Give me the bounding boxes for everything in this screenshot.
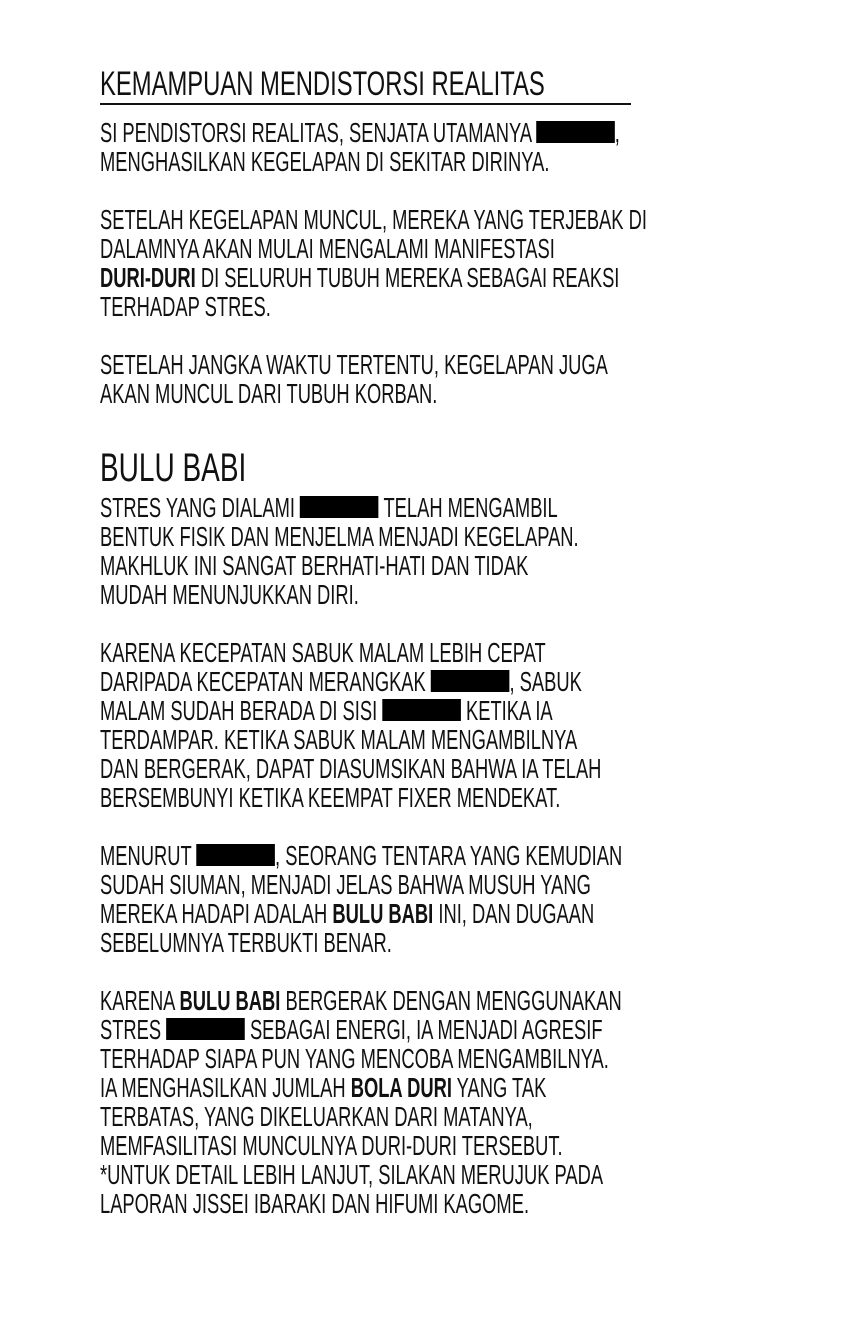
text-segment: SUDAH SIUMAN, MENJADI JELAS BAHWA MUSUH YANG xyxy=(100,869,591,900)
text-segment: MENGHASILKAN KEGELAPAN DI SEKITAR DIRINYA. xyxy=(100,146,550,177)
text-line xyxy=(100,898,595,929)
text-line xyxy=(100,696,559,725)
text-segment: SEBAGAI ENERGI, IA MENJADI AGRESIF xyxy=(244,1014,603,1045)
text-segment: STRES YANG DIALAMI xyxy=(100,492,301,523)
emphasized-term: DURI-DURI xyxy=(100,262,196,293)
text-segment: STRES xyxy=(100,1014,167,1045)
text-line xyxy=(100,753,602,784)
text-segment: DARIPADA KECEPATAN MERANGKAK xyxy=(100,666,431,697)
emphasized-term: BULU BABI xyxy=(179,985,281,1016)
paragraph xyxy=(100,205,800,321)
text-segment: SEBELUMNYA TERBUKTI BENAR. xyxy=(100,927,392,958)
text-line xyxy=(100,783,559,812)
paragraph xyxy=(100,350,800,408)
text-segment: SI PENDISTORSI REALITAS, SENJATA UTAMANYA xyxy=(100,117,537,148)
emphasized-term: BULU BABI xyxy=(332,898,434,929)
paragraph xyxy=(100,986,800,1218)
text-line xyxy=(100,985,622,1016)
text-segment: DALAMNYA AKAN MULAI MENGALAMI MANIFESTASI xyxy=(100,233,555,264)
text-line xyxy=(100,292,559,321)
paragraph xyxy=(100,841,800,957)
text-segment: SETELAH JANGKA WAKTU TERTENTU, KEGELAPAN JUGA xyxy=(100,349,608,380)
text-line xyxy=(100,1043,609,1074)
text-line xyxy=(100,580,559,609)
text-segment: TERHADAP SIAPA PUN YANG MENCOBA MENGAMBILNYA. xyxy=(100,1043,609,1074)
text-segment: *UNTUK DETAIL LEBIH LANJUT, SILAKAN MERUJUK PADA xyxy=(100,1159,604,1190)
redaction-bar xyxy=(536,121,615,143)
text-segment: MALAM SUDAH BERADA DI SISI xyxy=(100,695,383,726)
text-segment: LAPORAN JISSEI IBARAKI DAN HIFUMI KAGOME. xyxy=(100,1188,530,1219)
section xyxy=(100,447,800,1218)
heading-underline xyxy=(100,103,631,105)
text-segment: , xyxy=(614,117,620,148)
redaction-bar xyxy=(166,1018,245,1040)
text-segment: AKAN MUNCUL DARI TUBUH KORBAN. xyxy=(100,378,438,409)
text-segment: TERBATAS, YANG DIKELUARKAN DARI MATANYA, xyxy=(100,1101,533,1132)
document xyxy=(100,66,800,1247)
text-line xyxy=(100,234,559,263)
text-segment: MEMFASILITASI MUNCULNYA DURI-DURI TERSEBUT. xyxy=(100,1130,563,1161)
text-segment: INI, DAN DUGAAN xyxy=(433,898,595,929)
text-line xyxy=(100,493,559,522)
text-line xyxy=(100,551,559,580)
text-line xyxy=(100,1073,559,1102)
text-segment: DI SELURUH TUBUH MEREKA SEBAGAI REAKSI xyxy=(195,262,620,293)
text-segment: TELAH MENGAMBIL xyxy=(378,492,558,523)
text-line xyxy=(100,1014,603,1045)
text-segment: SETELAH KEGELAPAN MUNCUL, MEREKA YANG TERJEBAK DI xyxy=(100,204,647,235)
text-line xyxy=(100,724,578,755)
emphasized-term: BOLA DURI xyxy=(350,1072,452,1103)
text-segment: MENURUT xyxy=(100,840,197,871)
text-line xyxy=(100,147,559,176)
text-line xyxy=(100,928,559,957)
text-segment: TERDAMPAR. KETIKA SABUK MALAM MENGAMBILNYA xyxy=(100,724,578,755)
redaction-bar xyxy=(431,670,510,692)
paragraph xyxy=(100,118,800,176)
text-segment: DAN BERGERAK, DAPAT DIASUMSIKAN BAHWA IA TELAH xyxy=(100,753,602,784)
text-line xyxy=(100,262,620,293)
text-segment: BERSEMBUNYI KETIKA KEEMPAT FIXER MENDEKAT. xyxy=(100,782,561,813)
text-segment: KETIKA IA xyxy=(460,695,553,726)
text-segment: TERHADAP STRES. xyxy=(100,291,271,322)
paragraph xyxy=(100,638,800,812)
text-segment: YANG TAK xyxy=(451,1072,547,1103)
text-line xyxy=(100,349,608,380)
text-segment: MUDAH MENUNJUKKAN DIRI. xyxy=(100,579,359,610)
text-segment: KARENA xyxy=(100,985,180,1016)
text-line xyxy=(100,1130,563,1161)
text-line xyxy=(100,521,579,552)
paragraph xyxy=(100,493,800,609)
redaction-bar xyxy=(382,699,461,721)
text-segment: , SEORANG TENTARA YANG KEMUDIAN xyxy=(275,840,623,871)
text-segment: BENTUK FISIK DAN MENJELMA MENJADI KEGELAPAN. xyxy=(100,521,579,552)
redaction-bar xyxy=(196,844,275,866)
text-segment: KARENA KECEPATAN SABUK MALAM LEBIH CEPAT xyxy=(100,637,546,668)
text-line xyxy=(100,1189,559,1218)
text-segment: MAKHLUK INI SANGAT BERHATI-HATI DAN TIDAK xyxy=(100,550,529,581)
text-line xyxy=(100,379,559,408)
text-line xyxy=(100,840,623,871)
text-line xyxy=(100,204,647,235)
text-segment: IA MENGHASILKAN JUMLAH xyxy=(100,1072,351,1103)
text-line xyxy=(100,117,620,148)
text-line xyxy=(100,1102,559,1131)
redaction-bar xyxy=(300,496,379,518)
section-heading: BULU BABI xyxy=(100,446,247,490)
text-segment: MEREKA HADAPI ADALAH xyxy=(100,898,333,929)
section-heading: KEMAMPUAN MENDISTORSI REALITAS xyxy=(100,65,545,103)
text-line xyxy=(100,1159,604,1190)
text-segment: BERGERAK DENGAN MENGGUNAKAN xyxy=(280,985,622,1016)
section xyxy=(100,66,800,408)
text-line xyxy=(100,666,582,697)
text-segment: , SABUK xyxy=(509,666,582,697)
text-line xyxy=(100,638,559,667)
text-line xyxy=(100,869,591,900)
